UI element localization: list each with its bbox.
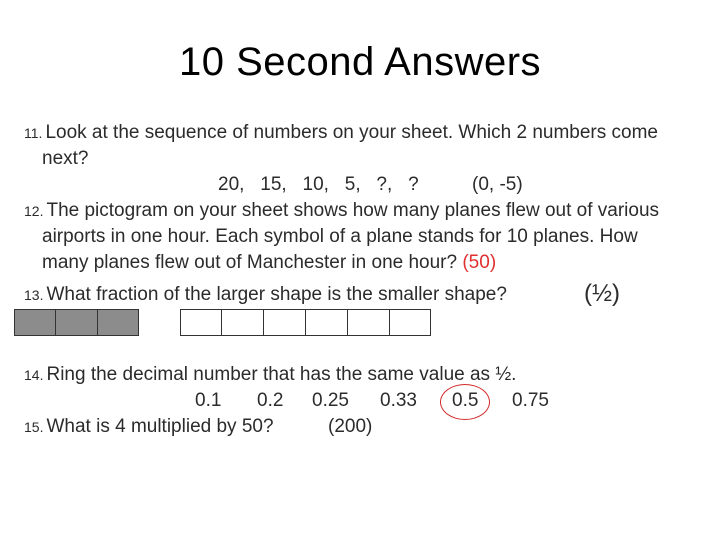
question-12-line-3: many planes flew out of Manchester in one hour? (50) <box>42 252 497 273</box>
decimal-option-circled[interactable]: 0.5 <box>452 390 479 411</box>
question-13-line-1: 13. What fraction of the larger shape is the smaller shape? <box>24 284 507 305</box>
question-12-line-2: airports in one hour. Each symbol of a plane stands for 10 planes. How <box>42 226 638 247</box>
answer-ring <box>440 384 490 420</box>
shaded-square <box>97 309 139 336</box>
blank-square <box>347 309 390 336</box>
question-number: 13. <box>24 287 44 303</box>
question-14-line-1: 14. Ring the decimal number that has the same value as ½. <box>24 364 517 385</box>
decimal-option[interactable]: 0.1 <box>195 390 222 411</box>
answer-15: (200) <box>328 416 373 437</box>
question-number: 15. <box>24 419 44 435</box>
blank-square <box>263 309 306 336</box>
answer-11: (0, -5) <box>472 174 523 195</box>
decimal-option[interactable]: 0.25 <box>312 390 349 411</box>
answer-13: (½) <box>584 280 620 307</box>
answer-12: (50) <box>462 252 497 273</box>
question-number: 11. <box>24 125 43 141</box>
blank-square <box>305 309 348 336</box>
decimal-option[interactable]: 0.75 <box>512 390 549 411</box>
number-sequence: 20, 15, 10, 5, ?, ? <box>218 174 419 195</box>
question-15-line-1: 15. What is 4 multiplied by 50? <box>24 416 274 437</box>
question-number: 14. <box>24 367 44 383</box>
question-12-line-1: 12. The pictogram on your sheet shows how many planes flew out of various <box>24 200 660 221</box>
decimal-option[interactable]: 0.33 <box>380 390 417 411</box>
shaded-square <box>55 309 98 336</box>
decimal-option[interactable]: 0.2 <box>257 390 284 411</box>
question-11-line-1: 11. Look at the sequence of numbers on your sheet. Which 2 numbers come <box>24 122 659 143</box>
blank-square <box>180 309 222 336</box>
question-number: 12. <box>24 203 44 219</box>
shaded-square <box>14 309 56 336</box>
question-11-line-2: next? <box>42 148 89 169</box>
page-title: 10 Second Answers <box>178 40 542 84</box>
blank-square <box>389 309 431 336</box>
blank-square <box>221 309 264 336</box>
